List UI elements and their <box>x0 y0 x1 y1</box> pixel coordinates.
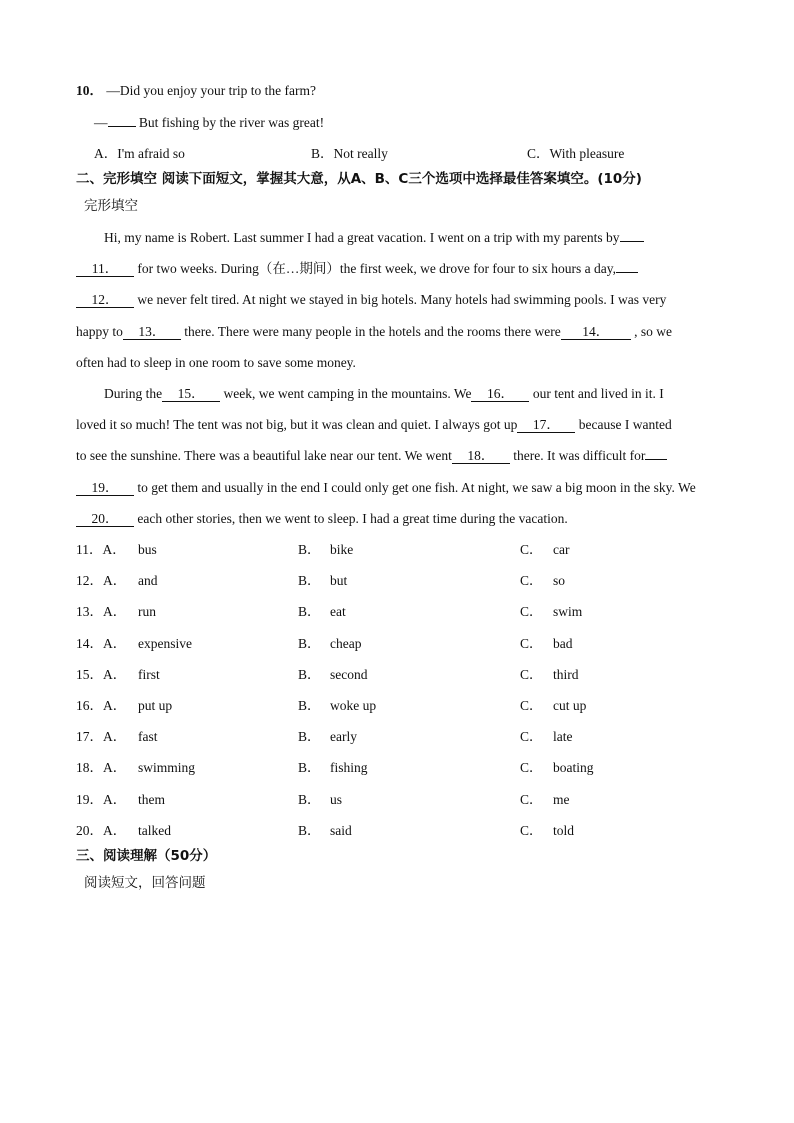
passage-line: 20． each other stories, then we went to sleep. I had a great time during the vacation. <box>76 510 568 528</box>
answer-blank <box>108 126 136 127</box>
section-2-heading: 二、完形填空 阅读下面短文，掌握其大意，从A、B、C三个选项中选择最佳答案填空。(10分) <box>76 171 642 187</box>
blank-19: 19． <box>76 480 134 496</box>
option-row: 17．A． fast B． early C． late <box>76 729 573 744</box>
blank-12: 12． <box>76 292 134 308</box>
option-b: B．Not really <box>311 146 388 161</box>
section-2-subtitle: 完形填空 <box>84 198 138 214</box>
option-row: 14．A． expensive B． cheap C． bad <box>76 636 573 651</box>
passage-line: Hi, my name is Robert. Last summer I had a great vacation. I went on a trip with my parents by <box>104 229 644 247</box>
option-row: 20．A． talked B． said C． told <box>76 823 575 838</box>
question-number: 10． <box>76 83 103 98</box>
passage-line: often had to sleep in one room to save some money. <box>76 355 356 370</box>
blank-14: 14． <box>561 324 631 340</box>
blank-13: 13． <box>123 324 181 340</box>
option-row: 15．A． first B． second C． third <box>76 667 579 682</box>
question-text: —Did you enjoy your trip to the farm? <box>106 83 316 98</box>
blank-11: 11． <box>76 261 134 277</box>
option-row: 18．A． swimming B． fishing C． boating <box>76 760 594 775</box>
blank-16: 16． <box>471 386 529 402</box>
option-row: 11．A． bus B． bike C． car <box>76 542 570 557</box>
option-c: C．With pleasure <box>527 146 625 161</box>
section-3-subtitle: 阅读短文，回答问题 <box>84 875 206 891</box>
passage-line: to see the sunshine. There was a beautiful lake near our tent. We went 18． there. It was difficult for <box>76 447 667 465</box>
blank-20: 20． <box>76 511 134 527</box>
question-10-answer-line: — But fishing by the river was great! <box>94 115 325 130</box>
passage-line: 19． to get them and usually in the end I could only get one fish. At night, we saw a big moon in the sky. We <box>76 479 696 497</box>
passage-line: 12． we never felt tired. At night we stayed in big hotels. Many hotels had swimming pools. I was very <box>76 291 666 309</box>
question-10 <box>76 82 316 100</box>
passage-line: 11． for two weeks. During（在…期间）the first week, we drove for four to six hours a day, <box>76 260 638 278</box>
option-row: 13．A． run B． eat C． swim <box>76 604 583 619</box>
blank-17: 17． <box>517 417 575 433</box>
passage-line: During the 15． week, we went camping in the mountains. We 16． our tent and lived in it. I <box>104 386 664 401</box>
passage-line: happy to 13． there. There were many people in the hotels and the rooms there were 14． , so we <box>76 324 672 339</box>
option-row: 12．A． and B． but C． so <box>76 573 566 588</box>
passage-line: loved it so much! The tent was not big, but it was clean and quiet. I always got up 17． because I wanted <box>76 417 672 432</box>
option-a: A．I'm afraid so <box>94 146 185 161</box>
blank-15: 15． <box>162 386 220 402</box>
section-3-heading: 三、阅读理解（50分） <box>76 848 217 864</box>
option-row: 16．A． put up B． woke up C． cut up <box>76 698 587 713</box>
blank-18: 18． <box>452 448 510 464</box>
option-row: 19．A． them B． us C． me <box>76 792 570 807</box>
